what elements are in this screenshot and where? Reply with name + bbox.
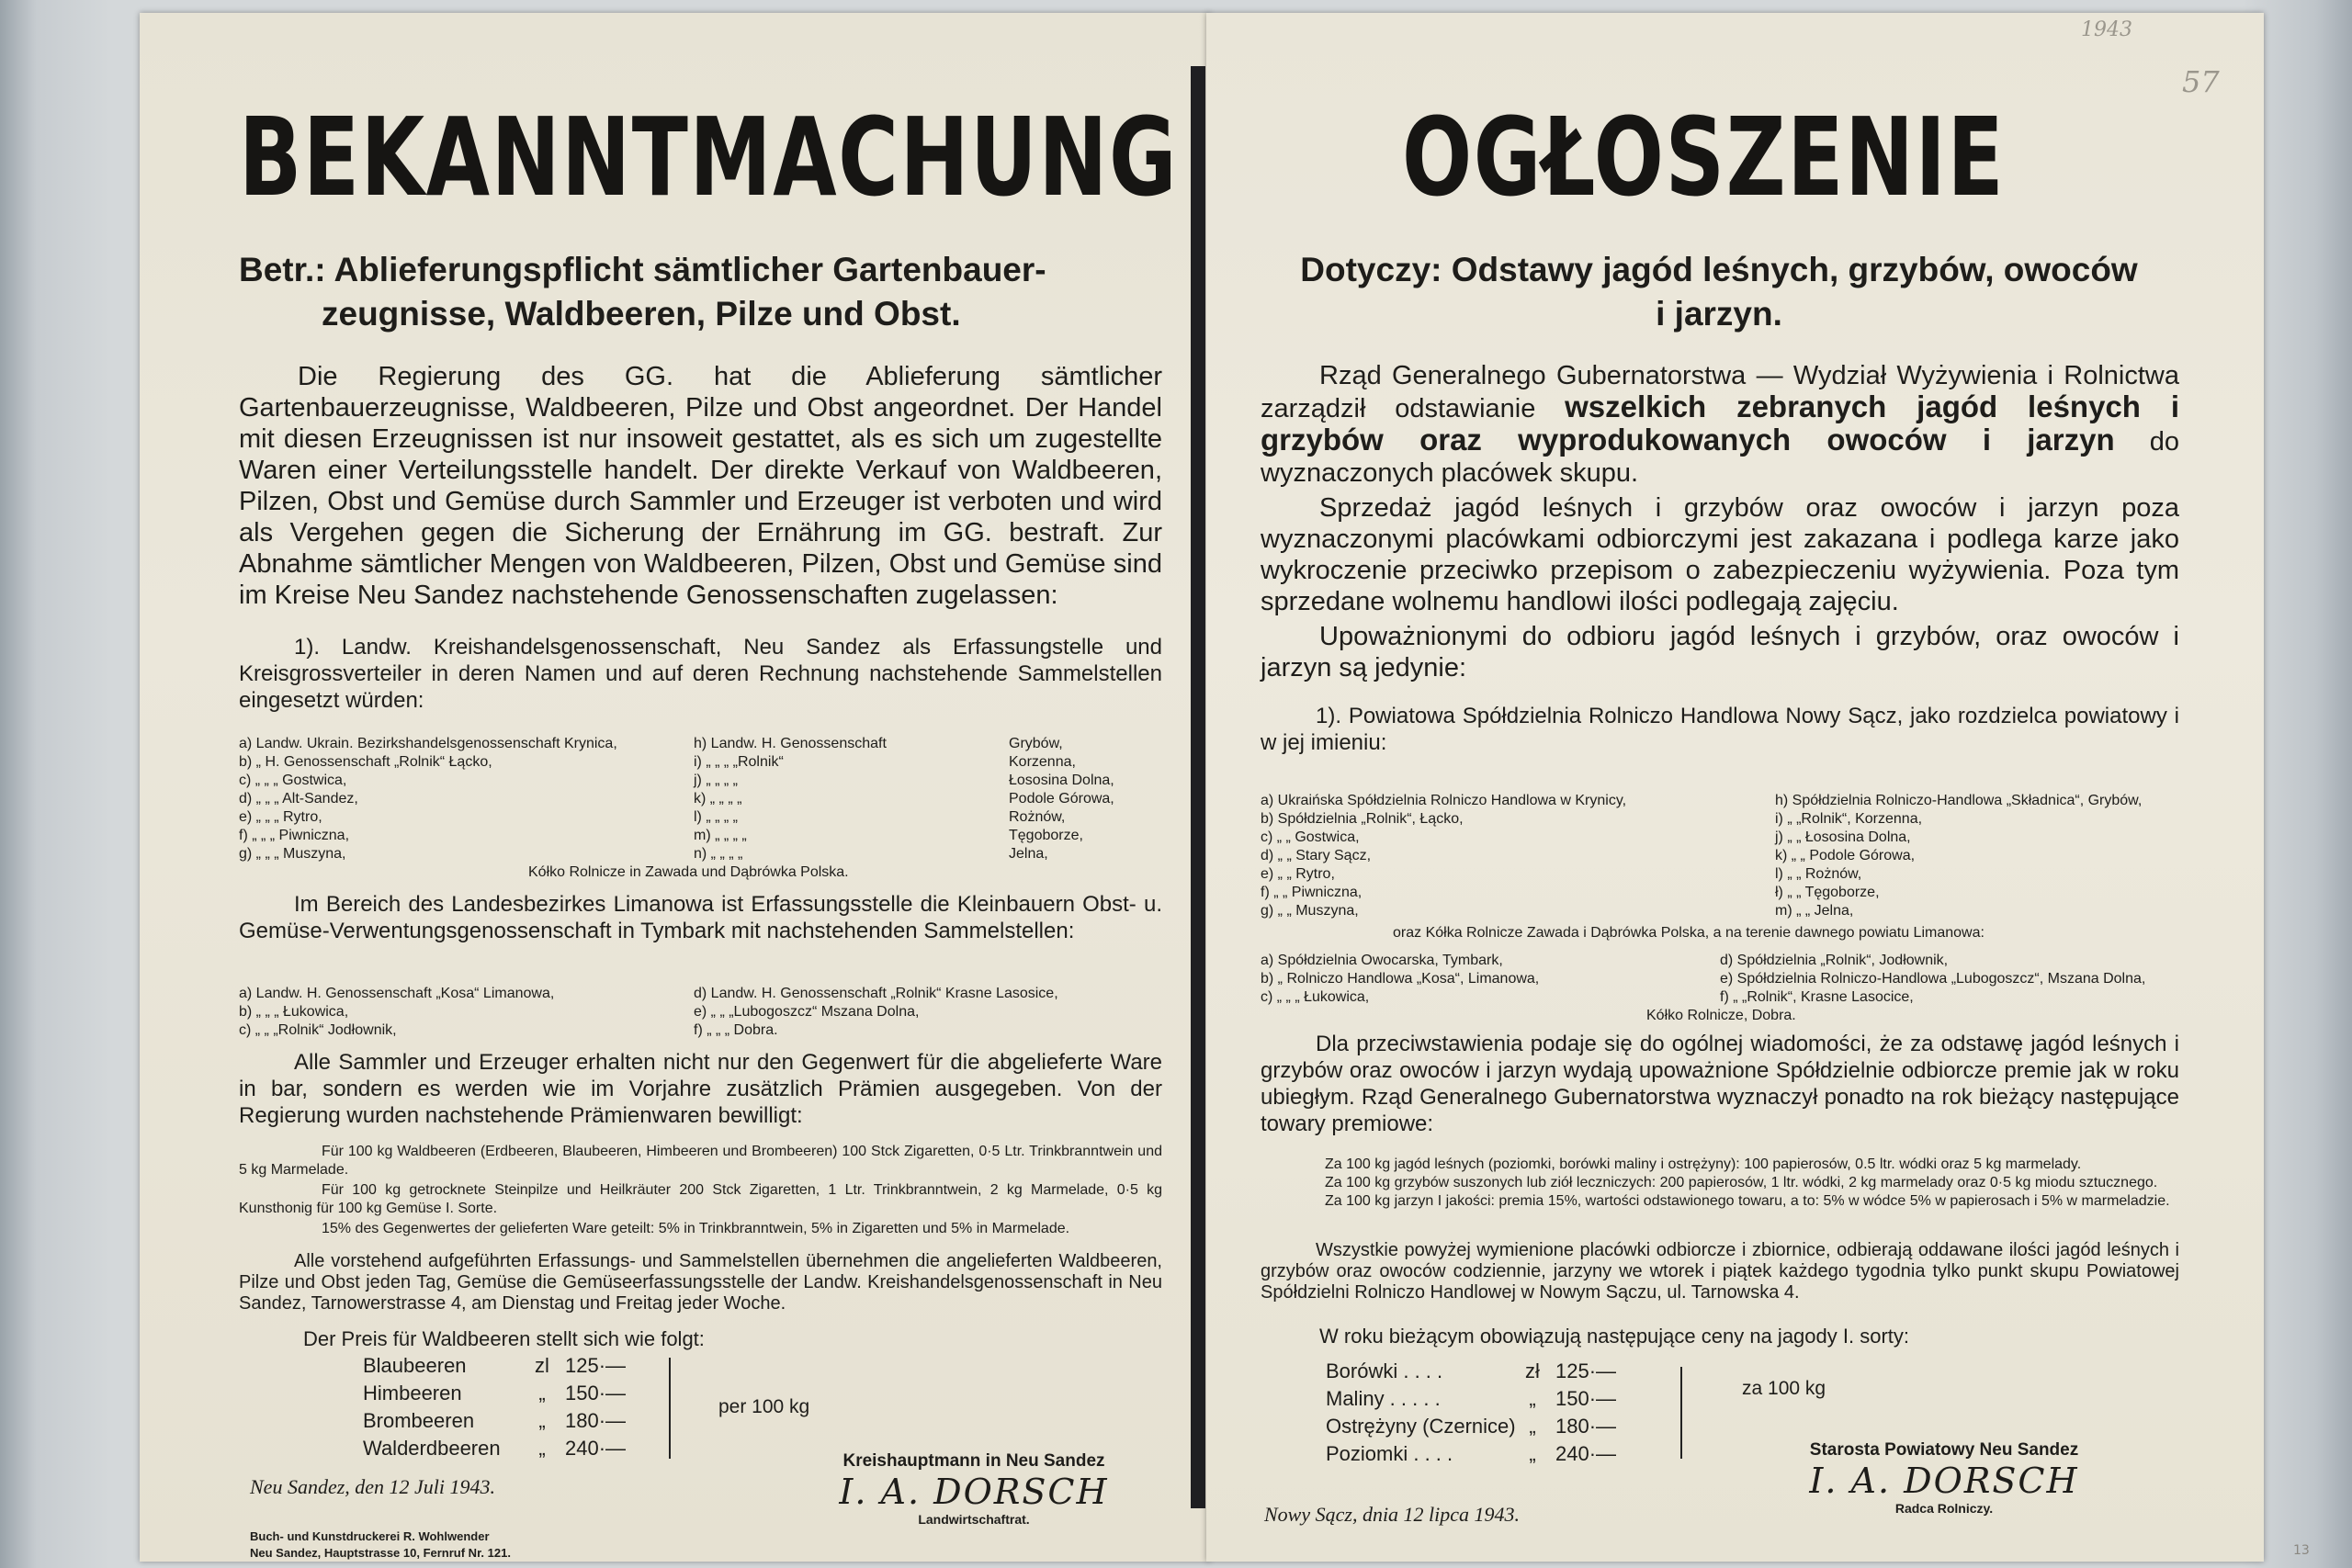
list-item: a) Spółdzielnia Owocarska, Tymbark, <box>1261 953 1503 968</box>
price-row: Walderdbeeren „ 240·— <box>363 1437 627 1460</box>
price-row: Himbeeren „ 150·— <box>363 1382 627 1404</box>
list-item: Tęgoborze, <box>1009 828 1083 843</box>
polish-title: OGŁOSZENIE <box>1402 94 2006 220</box>
list-item: h) Landw. H. Genossenschaft <box>694 736 887 751</box>
list-item: f) „ „Rolnik“, Krasne Lasocice, <box>1720 989 1914 1005</box>
list-item: Rożnów, <box>1009 809 1066 825</box>
polish-collection-points-list <box>1261 792 2188 920</box>
list-item: l) „ „ „ „ <box>694 809 738 825</box>
list-item: e) „ „ Rytro, <box>1261 866 1335 882</box>
polish-price-table <box>1326 1358 1620 1468</box>
list-item: k) „ „ „ „ <box>694 791 742 807</box>
list-item: b) „ H. Genossenschaft „Rolnik“ Łącko, <box>239 754 492 770</box>
premium-item: Für 100 kg Waldbeeren (Erdbeeren, Blaubeeren, Himbeeren und Brombeeren) 100 Stck Zigaretten, 0·5 Ltr. Trinkbranntwein und 5 kg Marmelade. <box>239 1144 1162 1178</box>
polish-paragraph-2: Sprzedaż jagód leśnych i grzybów oraz owoców i jarzyn poza wyznaczonymi placówkami odbiorczymi jest zakazana i podlega karze jako wykroczenie przeciwko przepisom o zabezpieczeniu wyżywienia. Poza tym sprzedane wolnemu handlowi ilości podlegają zajęciu. <box>1261 493 2179 616</box>
german-premiums <box>239 1143 1162 1238</box>
list-item: Łososina Dolna, <box>1009 773 1114 788</box>
polish-premiums <box>1261 1156 2179 1211</box>
list-item: b) „ Rolniczo Handlowa „Kosa“, Limanowa, <box>1261 971 1540 987</box>
list-item: d) „ „ „ Alt-Sandez, <box>239 791 358 807</box>
german-section-3 <box>239 1049 1162 1133</box>
polish-paragraph-3: Upoważnionymi do odbioru jagód leśnych i grzybów, oraz owoców i jarzyn są jedynie: <box>1261 622 2179 682</box>
list-item: Podole Górowa, <box>1009 791 1114 807</box>
list-item: e) Spółdzielnia Rolniczo-Handlowa „Lubogoszcz“, Mszana Dolna, <box>1720 971 2146 987</box>
polish-date: Nowy Sącz, dnia 12 lipca 1943. <box>1264 1503 1521 1526</box>
polish-intro <box>1261 360 2179 687</box>
list-item: k) „ „ Podole Górowa, <box>1775 848 1916 863</box>
handwritten-year: 1943 <box>2081 18 2132 41</box>
premium-item: Za 100 kg jagód leśnych (poziomki, borówki maliny i ostrężyny): 100 papierosów, 0.5 ltr. wódki oraz 5 kg marmelady. <box>1325 1156 2082 1172</box>
german-limanowa-list <box>239 985 1167 1042</box>
price-row: Ostrężyny (Czernice) „ 180·— <box>1326 1415 1617 1438</box>
list-item: f) „ „ Piwniczna, <box>1261 885 1363 900</box>
list-item: h) Spółdzielnia Rolniczo-Handlowa „Składnica“, Grybów, <box>1775 793 2143 808</box>
premium-item: Za 100 kg jarzyn I jakości: premia 15%, wartości odstawionego towaru, a to: 5% w wódce 5% w papierosach i 5% w marmeladzie. <box>1325 1193 2170 1209</box>
list-item: d) Landw. H. Genossenschaft „Rolnik“ Krasne Lasosice, <box>694 986 1058 1001</box>
signature-title: Kreishauptmann in Neu Sandez <box>842 1451 1105 1471</box>
price-row: Poziomki . . . . „ 240·— <box>1326 1442 1617 1465</box>
german-subject-line2: zeugnisse, Waldbeeren, Pilze und Obst. <box>322 295 961 333</box>
premium-item: Za 100 kg grzybów suszonych lub ziół leczniczych: 200 papierosów, 1 ltr. wódki, 2 kg marmelady oraz 0·5 kg miodu sztucznego. <box>1325 1175 2158 1190</box>
german-paragraph-4: Alle Sammler und Erzeuger erhalten nicht nur den Gegenwert für die abgelieferte Ware in bar, sondern es werden wie im Vorjahre zusätzlich Prämien ausgegeben. Von der Regierung wurden nachstehende Prämienwaren bewilligt: <box>239 1050 1162 1128</box>
polish-subject-line1: Dotyczy: Odstawy jagód leśnych, grzybów, owoców <box>1300 251 2138 288</box>
german-subject <box>230 248 1185 336</box>
german-paragraph-1: Die Regierung des GG. hat die Ablieferung sämtlicher Gartenbauerzeugnisse, Waldbeeren, Pilze und Obst angeordnet. Der Handel mit diesen Erzeugnissen ist nur insoweit gestattet, als es sich um zugestellte Waren einer Verteilungsstelle handelt. Der direkte Verkauf von Waldbeeren, Pilzen, Obst und Gemüse durch Sammler und Erzeuger ist verboten und wird als Vergehen gegen die Sicherung der Ernährung im GG. bestraft. Zur Abnahme sämtlicher Mengen von Waldbeeren, Pilzen, Obst und Gemüse sind im Kreise Neu Sandez nachstehende Genossenschaften zugelassen: <box>239 362 1162 610</box>
german-subject-line1: Betr.: Ablieferungspflicht sämtlicher Gartenbauer- <box>239 251 1046 288</box>
printer-imprint <box>250 1529 511 1562</box>
printer-line: Buch- und Kunstdruckerei R. Wohlwender <box>250 1529 490 1543</box>
signature-role: Landwirtschaftrat. <box>918 1512 1030 1527</box>
polish-paragraph-1: Rząd Generalnego Gubernatorstwa — Wydział Wyżywienia i Rolnictwa zarządził odstawianie wszelkich zebranych jagód leśnych i grzybów oraz wyprodukowanych owoców i jarzyn do wyznaczonych placówek skupu. <box>1261 361 2179 488</box>
german-paragraph-3: Im Bereich des Landesbezirkes Limanowa ist Erfassungsstelle die Kleinbauern Obst- u. Gemüse-Verwentungsgenossenschaft in Tymbark mit nachstehenden Sammelstellen: <box>239 892 1162 943</box>
list-item: c) „ „ „ Gostwica, <box>239 773 347 788</box>
handwritten-number: 57 <box>2182 64 2220 99</box>
list-item: a) Ukraińska Spółdzielnia Rolniczo Handlowa w Krynicy, <box>1261 793 1627 808</box>
list-footer: Kółko Rolnicze in Zawada und Dąbrówka Polska. <box>528 864 849 880</box>
price-row: Maliny . . . . . „ 150·— <box>1326 1387 1617 1410</box>
list-item: g) „ „ Muszyna, <box>1261 903 1359 919</box>
list-item: e) „ „ „Lubogoszcz“ Mszana Dolna, <box>694 1004 920 1020</box>
german-collection-points-list <box>239 735 1167 882</box>
polish-subject-line2: i jarzyn. <box>1656 295 1782 333</box>
printer-line: Neu Sandez, Hauptstrasse 10, Fernruf Nr. 121. <box>250 1546 511 1560</box>
polish-price-intro: W roku bieżącym obowiązują następujące ceny na jagody I. sorty: <box>1319 1325 1909 1348</box>
list-item: m) „ „ „ „ <box>694 828 747 843</box>
polish-paragraph-4: 1). Powiatowa Spółdzielnia Rolniczo Handlowa Nowy Sącz, jako rozdzielca powiatowy i w jej imieniu: <box>1261 704 2179 755</box>
list-item: i) „ „ „ „Rolnik“ <box>694 754 784 770</box>
list-item: j) „ „ Łososina Dolna, <box>1775 829 1911 845</box>
polish-limanowa-list <box>1261 952 2188 1031</box>
polish-per-unit: za 100 kg <box>1742 1378 1826 1399</box>
price-row: Brombeeren „ 180·— <box>363 1409 627 1432</box>
list-item: g) „ „ „ Muszyna, <box>239 846 346 862</box>
price-row: Borówki . . . . zł 125·— <box>1326 1359 1617 1382</box>
list-item: d) Spółdzielnia „Rolnik“, Jodłownik, <box>1720 953 1949 968</box>
german-paragraph-2: 1). Landw. Kreishandelsgenossenschaft, Neu Sandez als Erfassungstelle und Kreisgrossverteiler in deren Namen und auf deren Rechnung nachstehende Sammelstellen eingesetzt würden: <box>239 635 1162 713</box>
polish-section-3 <box>1261 1240 2179 1303</box>
signature-role: Radca Rolniczy. <box>1894 1501 1994 1516</box>
polish-paragraph-5: Dla przeciwstawienia podaje się do ogólnej wiadomości, że za odstawę jagód leśnych i grzybów oraz owoców i jarzyn wydają upoważnione Spółdzielnie odbiorcze premie jak w roku ubiegłym. Rząd Generalnego Gubernatorstwa wyznaczył ponadto na rok bieżący następujące towary premiowe: <box>1261 1032 2179 1136</box>
center-fold <box>1191 66 1205 1508</box>
list-item: Grybów, <box>1009 736 1063 751</box>
list-item: f) „ „ „ Dobra. <box>694 1022 778 1038</box>
list-item: a) Landw. H. Genossenschaft „Kosa“ Limanowa, <box>239 986 555 1001</box>
signature-name: I. A. DORSCH <box>1809 1461 2079 1501</box>
list-item: n) „ „ „ „ <box>694 846 743 862</box>
list-item: m) „ „ Jelna, <box>1775 903 1854 919</box>
polish-section-2 <box>1261 1031 2179 1141</box>
signature-title: Starosta Powiatowy Neu Sandez <box>1809 1440 2079 1460</box>
german-price-table <box>363 1352 629 1462</box>
german-section-2 <box>239 891 1162 948</box>
price-row: Blaubeeren zl 125·— <box>363 1354 627 1377</box>
polish-section-1 <box>1261 703 2179 760</box>
list-item: e) „ „ „ Rytro, <box>239 809 322 825</box>
corner-number: 13 <box>2293 1543 2310 1558</box>
list-item: d) „ „ Stary Sącz, <box>1261 848 1372 863</box>
list-item: f) „ „ „ Piwniczna, <box>239 828 350 843</box>
price-bracket <box>1680 1367 1682 1459</box>
german-price-intro: Der Preis für Waldbeeren stellt sich wie folgt: <box>303 1327 705 1350</box>
list-item: i) „ „Rolnik“, Korzenna, <box>1775 811 1923 827</box>
list-item: l) „ „ Rożnów, <box>1775 866 1862 882</box>
premium-item: 15% des Gegenwertes der gelieferten Ware geteilt: 5% in Trinkbranntwein, 5% in Zigaretten und 5% in Marmelade. <box>322 1221 1070 1236</box>
list-item: ł) „ „ Tęgoborze, <box>1775 885 1880 900</box>
german-title: BEKANNTMACHUNG <box>239 94 1179 220</box>
polish-subject <box>1255 248 2183 336</box>
german-section-1 <box>239 634 1162 717</box>
list-item: Korzenna, <box>1009 754 1076 770</box>
list-item: b) Spółdzielnia „Rolnik“, Łącko, <box>1261 811 1464 827</box>
polish-list-footer: oraz Kółka Rolnicze Zawada i Dąbrówka Polska, a na terenie dawnego powiatu Limanowa: <box>1393 925 1984 941</box>
list-item: c) „ „ Gostwica, <box>1261 829 1360 845</box>
german-paragraph-5: Alle vorstehend aufgeführten Erfassungs- und Sammelstellen übernehmen die angelieferten Waldbeeren, Pilze und Obst jeden Tag, Gemüse die Gemüseerfassungsstelle der Landw. Kreishandelsgenossenschaft in Neu Sandez, Tarnowerstrasse 4, am Dienstag und Freitag jeder Woche. <box>239 1251 1162 1314</box>
german-intro <box>239 361 1162 615</box>
list-item: Jelna, <box>1009 846 1048 862</box>
list-item: a) Landw. Ukrain. Bezirkshandelsgenossenschaft Krynica, <box>239 736 617 751</box>
list-item: b) „ „ „ Łukowica, <box>239 1004 349 1020</box>
list-footer: Kółko Rolnicze, Dobra. <box>1646 1008 1796 1023</box>
german-per-unit: per 100 kg <box>718 1396 810 1417</box>
premium-item: Für 100 kg getrocknete Steinpilze und Heilkräuter 200 Stck Zigaretten, 1 Ltr. Trinkbranntwein, 2 kg Marmelade, 0·5 kg Kunsthonig für 100 kg Gemüse I. Sorte. <box>239 1182 1162 1216</box>
polish-paragraph-6: Wszystkie powyżej wymienione placówki odbiorcze i zbiornice, odbierają oddawane ilości jagód leśnych i grzybów oraz owoców codziennie, jarzyny we wtorek i piątek każdego tygodnia tylko punkt skupu Powiatowej Spółdzielni Rolniczo Handlowej w Nowym Sączu, ul. Tarnowska 4. <box>1261 1240 2179 1303</box>
list-item: c) „ „ „Rolnik“ Jodłownik, <box>239 1022 397 1038</box>
german-signature <box>781 1451 1167 1527</box>
price-bracket <box>669 1358 671 1459</box>
list-item: j) „ „ „ „ <box>694 773 738 788</box>
german-date: Neu Sandez, den 12 Juli 1943. <box>250 1475 496 1498</box>
german-section-4 <box>239 1251 1162 1314</box>
signature-name: I. A. DORSCH <box>839 1472 1109 1512</box>
list-item: c) „ „ „ Łukowica, <box>1261 989 1370 1005</box>
polish-signature <box>1751 1440 2137 1516</box>
